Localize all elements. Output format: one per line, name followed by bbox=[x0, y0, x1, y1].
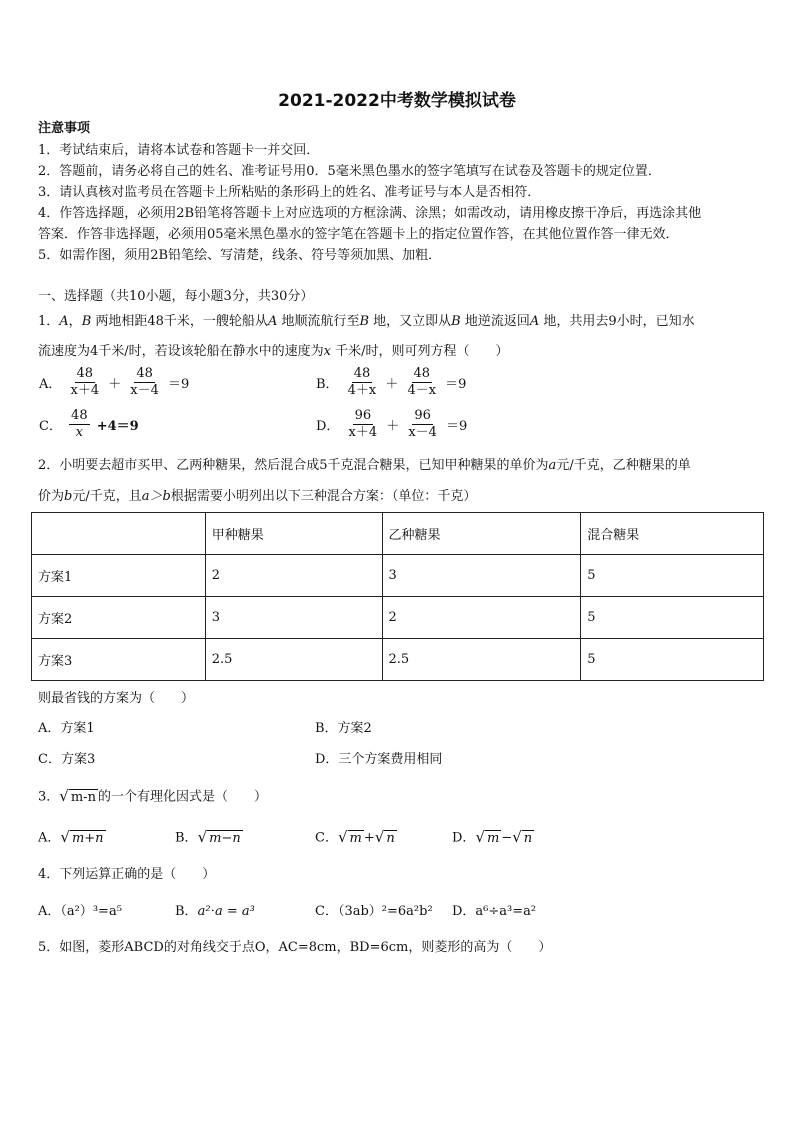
table-header-cell: 乙种糖果 bbox=[382, 513, 581, 555]
table-cell: 方案1 bbox=[32, 555, 206, 597]
radical: √ m−n bbox=[197, 828, 241, 846]
table-cell: 3 bbox=[382, 555, 581, 597]
table-cell: 5 bbox=[581, 597, 764, 639]
question-4-option-d[interactable]: D．a⁶÷a³=a² bbox=[452, 904, 537, 919]
radical: √ n bbox=[374, 828, 395, 846]
table-header-cell: 甲种糖果 bbox=[205, 513, 382, 555]
notice-item: 4．作答选择题，必须用2B铅笔将答题卡上对应选项的方框涂满、涂黑；如需改动，请用橡皮擦干净后，再选涂其他 bbox=[38, 206, 702, 221]
fraction: $\frac{48}{x}$ bbox=[71, 408, 88, 440]
notice-item: 答案．作答非选择题，必须用05毫米黑色墨水的签字笔在答题卡上的指定位置作答，在其他位置作答一律无效． bbox=[38, 227, 679, 242]
question-3-option-b[interactable]: B．√ m−n bbox=[175, 828, 241, 846]
question-4-option-b[interactable]: B．a²⋅a = a³ bbox=[175, 904, 255, 919]
table-cell: 方案2 bbox=[32, 597, 206, 639]
question-4-stem: 4．下列运算正确的是（ ） bbox=[38, 867, 216, 882]
page-title: 2021-2022中考数学模拟试卷 bbox=[278, 91, 516, 111]
notice-heading: 注意事项 bbox=[38, 121, 91, 136]
radical: √ m-n bbox=[59, 787, 96, 805]
question-3-option-c[interactable]: C．√ m +√ n bbox=[315, 828, 395, 846]
radical: √ n bbox=[512, 828, 533, 846]
table-cell: 2.5 bbox=[382, 639, 581, 681]
question-1-option-c[interactable]: C． $\frac{48}{x}$ +4＝9 bbox=[39, 408, 139, 440]
question-5-stem: 5．如图，菱形ABCD的对角线交于点O，AC=8cm，BD=6cm，则菱形的高为（ ） bbox=[38, 940, 552, 955]
radical: √ m+n bbox=[60, 828, 104, 846]
question-3-stem: 3．√ m-n 的一个有理化因式是（ ） bbox=[38, 787, 267, 805]
fraction: $\frac{48}{4+x}$ bbox=[347, 366, 377, 398]
table-header-cell bbox=[32, 513, 206, 555]
fraction: $\frac{96}{x-4}$ bbox=[408, 408, 437, 440]
notice-item: 5．如需作图，须用2B铅笔绘、写清楚，线条、符号等须加黑、加粗． bbox=[38, 248, 442, 263]
table-cell: 5 bbox=[581, 555, 764, 597]
notice-item: 3．请认真核对监考员在答题卡上所粘贴的条形码上的姓名、准考证号与本人是否相符． bbox=[38, 185, 541, 200]
question-3-option-d[interactable]: D．√ m −√ n bbox=[452, 828, 533, 846]
table-row bbox=[32, 555, 764, 597]
notice-item: 2．答题前，请务必将自己的姓名、准考证号用0．5毫米黑色墨水的签字笔填写在试卷及答题卡的规定位置． bbox=[38, 164, 661, 179]
question-1-stem-line2: 流速度为4千米/时，若设该轮船在静水中的速度为x 千米/时，则可列方程（ ） bbox=[38, 344, 509, 359]
section-heading: 一、选择题（共10小题，每小题3分，共30分） bbox=[38, 289, 314, 304]
question-4-option-a[interactable]: A．（a²）³=a⁵ bbox=[38, 904, 122, 919]
fraction: $\frac{48}{x+4}$ bbox=[70, 366, 100, 398]
table-row bbox=[32, 639, 764, 681]
radical: √ m bbox=[475, 828, 500, 846]
question-2-option-d[interactable]: D．三个方案费用相同 bbox=[315, 752, 443, 767]
question-2-prompt: 则最省钱的方案为（ ） bbox=[38, 691, 195, 706]
mix-plan-table bbox=[31, 512, 764, 681]
question-2-option-a[interactable]: A．方案1 bbox=[38, 721, 95, 736]
notice-item: 1．考试结束后，请将本试卷和答题卡一并交回． bbox=[38, 143, 320, 158]
question-2-option-c[interactable]: C．方案3 bbox=[38, 752, 96, 767]
radical: √ m bbox=[337, 828, 362, 846]
question-1-option-b[interactable]: B． $\frac{48}{4+x}$ ＋ $\frac{48}{4-x}$ ＝9 bbox=[316, 366, 467, 398]
question-4-option-c[interactable]: C．（3ab）²=6a²b² bbox=[315, 904, 433, 919]
table-header-cell: 混合糖果 bbox=[581, 513, 764, 555]
fraction: $\frac{96}{x+4}$ bbox=[348, 408, 378, 440]
fraction: $\frac{48}{4-x}$ bbox=[407, 366, 437, 398]
question-2-stem-line1: 2．小明要去超市买甲、乙两种糖果，然后混合成5千克混合糖果，已知甲种糖果的单价为a元/千克，乙种糖果的单 bbox=[38, 458, 691, 473]
question-3-option-a[interactable]: A．√ m+n bbox=[38, 828, 104, 846]
table-header-row bbox=[32, 513, 764, 555]
table-cell: 方案3 bbox=[32, 639, 206, 681]
fraction: $\frac{48}{x-4}$ bbox=[130, 366, 159, 398]
question-1-option-d[interactable]: D． $\frac{96}{x+4}$ ＋ $\frac{96}{x-4}$ ＝9 bbox=[316, 408, 468, 440]
table-row bbox=[32, 597, 764, 639]
question-1-option-a[interactable]: A． $\frac{48}{x+4}$ ＋ $\frac{48}{x-4}$ ＝9 bbox=[39, 366, 190, 398]
question-1-stem-line1: 1．A，B 两地相距48千米，一艘轮船从A 地顺流航行至B 地，又立即从B 地逆流返回A 地，共用去9小时，已知水 bbox=[38, 314, 695, 329]
question-2-stem-line2: 价为b元/千克，且a＞b根据需要小明列出以下三种混合方案：（单位：千克） bbox=[38, 489, 477, 504]
table-cell: 2 bbox=[205, 555, 382, 597]
table-cell: 5 bbox=[581, 639, 764, 681]
table-cell: 2 bbox=[382, 597, 581, 639]
table-cell: 3 bbox=[205, 597, 382, 639]
table-cell: 2.5 bbox=[205, 639, 382, 681]
question-2-option-b[interactable]: B．方案2 bbox=[315, 721, 372, 736]
